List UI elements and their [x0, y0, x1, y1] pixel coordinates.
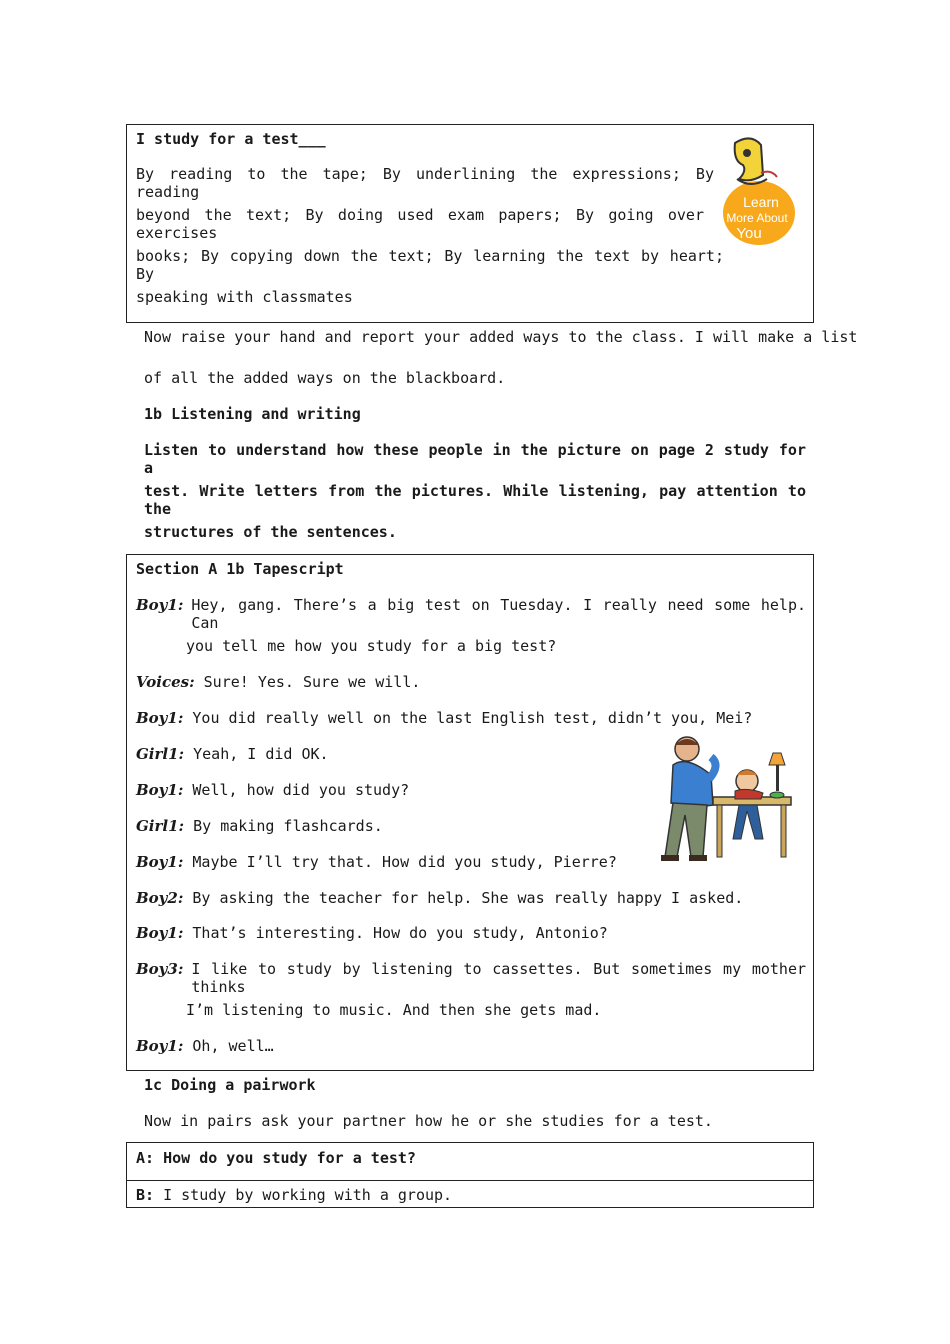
tapescript-title: Section A 1b Tapescript	[136, 560, 344, 578]
dialogue-row-a	[136, 1149, 416, 1167]
method-line-4: speaking with classmates	[136, 288, 353, 306]
speaker-label: Boy1:	[136, 853, 184, 871]
speech-text: Maybe I’ll try that. How did you study, Pierre?	[192, 853, 617, 871]
script-line-5	[136, 745, 329, 763]
script-line-10	[136, 924, 608, 942]
speaker-label: Boy1:	[136, 596, 184, 614]
badge-line-3: You	[736, 225, 762, 242]
speaker-label: Boy1:	[136, 781, 184, 799]
section-1b-line-2: test. Write letters from the pictures. While listening, pay attention to the	[144, 482, 806, 518]
section-1b-line-3: structures of the sentences.	[144, 523, 397, 541]
study-methods-box	[126, 124, 814, 323]
section-1c-instruction: Now in pairs ask your partner how he or she studies for a test.	[144, 1112, 713, 1130]
speech-text: Oh, well…	[192, 1037, 274, 1055]
speech-text: I like to study by listening to cassettes. But sometimes my mother thinks	[191, 960, 806, 996]
speaker-label: Girl1:	[136, 745, 185, 763]
speech-text: Well, how did you study?	[192, 781, 410, 799]
script-line-2: you tell me how you study for a big test?	[186, 637, 557, 655]
instruction-line-2: of all the added ways on the blackboard.	[144, 369, 506, 387]
script-line-4	[136, 709, 752, 727]
instruction-line-1: Now raise your hand and report your added ways to the class. I will make a list	[144, 328, 858, 346]
section-1c-heading: 1c Doing a pairwork	[144, 1076, 316, 1094]
box-title: I study for a test___	[136, 130, 326, 148]
badge-line-2: More About	[726, 211, 788, 225]
speech-text: Hey, gang. There’s a big test on Tuesday. I really need some help. Can	[191, 596, 806, 632]
speech-text: By making flashcards.	[193, 817, 383, 835]
speaker-label: Girl1:	[136, 817, 185, 835]
speech-text: By asking the teacher for help. She was really happy I asked.	[192, 889, 744, 907]
speech-text: Yeah, I did OK.	[193, 745, 329, 763]
script-line-9	[136, 889, 743, 907]
method-line-3: books; By copying down the text; By learning the text by heart; By	[136, 247, 724, 283]
speaker-b-text: I study by working with a group.	[163, 1186, 453, 1204]
script-line-3	[136, 673, 420, 691]
speaker-label: Boy1:	[136, 709, 184, 727]
script-line-8	[136, 853, 617, 871]
method-line-2: beyond the text; By doing used exam papers; By going over exercises	[136, 206, 704, 242]
method-line-1: By reading to the tape; By underlining the expressions; By reading	[136, 165, 714, 201]
script-line-13	[136, 1037, 274, 1055]
speaker-a-text: How do you study for a test?	[163, 1149, 416, 1167]
section-1b-heading: 1b Listening and writing	[144, 405, 361, 423]
dialogue-table	[126, 1142, 814, 1208]
dialogue-row-b	[136, 1186, 452, 1204]
speech-text: You did really well on the last English test, didn’t you, Mei?	[192, 709, 753, 727]
script-line-6	[136, 781, 409, 799]
script-line-7	[136, 817, 383, 835]
tapescript-box	[126, 554, 814, 1071]
script-line-12: I’m listening to music. And then she gets mad.	[186, 1001, 602, 1019]
script-line-1	[136, 596, 806, 632]
badge-line-1: Learn	[743, 194, 779, 210]
teacher-helping-student-illustration	[651, 735, 795, 863]
script-line-11	[136, 960, 806, 996]
speaker-label: Boy1:	[136, 924, 184, 942]
speech-text: Sure! Yes. Sure we will.	[203, 673, 421, 691]
row-divider	[127, 1180, 813, 1181]
speaker-b-label: B:	[136, 1186, 155, 1204]
speaker-label: Boy2:	[136, 889, 184, 907]
learn-more-about-you-badge	[717, 135, 799, 247]
speaker-label: Voices:	[136, 673, 195, 691]
speaker-a-label: A:	[136, 1149, 155, 1167]
section-1b-line-1: Listen to understand how these people in the picture on page 2 study for a	[144, 441, 806, 477]
speaker-label: Boy3:	[136, 960, 184, 978]
speech-text: That’s interesting. How do you study, Antonio?	[192, 924, 608, 942]
speaker-label: Boy1:	[136, 1037, 184, 1055]
